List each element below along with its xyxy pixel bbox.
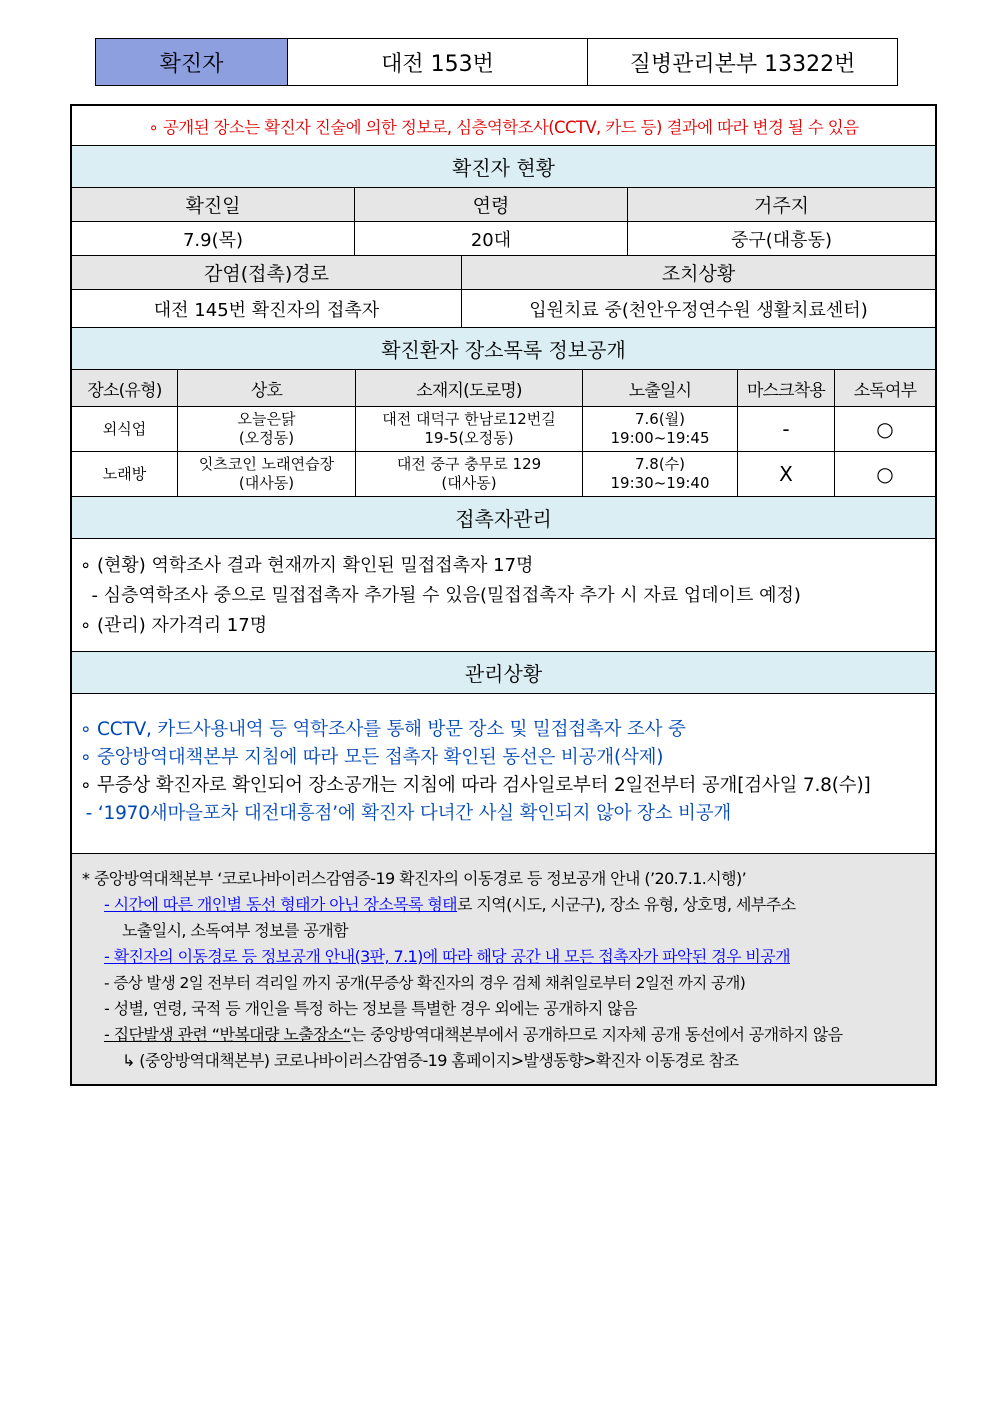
case-info-table [70, 104, 937, 1086]
management-body [72, 694, 935, 854]
table-row [72, 452, 935, 497]
management-line: - ‘1970새마을포차 대전대흥점’에 확진자 다녀간 사실 확인되지 않아 장소 비공개 [80, 803, 732, 824]
local-case-number: 대전 153번 [288, 39, 588, 85]
case-label: 확진자 [96, 39, 288, 85]
disinfection-status: ○ [876, 461, 894, 486]
place-type: 노래방 [72, 452, 178, 496]
guideline-title: * 중앙방역대책본부 ‘코로나바이러스감염증-19 확진자의 이동경로 등 정보공개 안내 (’20.7.1.시행)’ [82, 869, 747, 888]
confirm-date: 7.9(목) [72, 222, 355, 255]
management-section-title: 관리상황 [72, 652, 935, 694]
status-header-row [72, 188, 935, 222]
action-status-header: 조치상황 [661, 263, 736, 285]
guideline-line: - 집단발생 관련 “반복대량 노출장소“는 중앙방역대책본부에서 공개하므로 지자체 공개 동선에서 공개하지 않음 [104, 1025, 843, 1044]
place-type: 외식업 [72, 407, 178, 451]
age: 20대 [355, 222, 628, 255]
route-header-row [72, 256, 935, 290]
disclosure-guideline-box [72, 854, 935, 1084]
exposure-time: 7.8(수) 19:30~19:40 [583, 452, 738, 496]
route-value-row [72, 290, 935, 328]
management-line: ∘ CCTV, 카드사용내역 등 역학조사를 통해 방문 장소 및 밀접접촉자 조사 중 [80, 719, 686, 740]
residence: 중구(대흥동) [731, 229, 832, 251]
business-name: 잇츠코인 노래연습장 (대사동) [178, 452, 356, 496]
confirm-date-header: 확진일 [72, 188, 355, 221]
contacts-line: ∘ (현황) 역학조사 결과 현재까지 확인된 밀접접촉자 17명 [80, 555, 534, 576]
places-section-title: 확진환자 장소목록 정보공개 [72, 328, 935, 370]
contacts-line: - 심층역학조사 중으로 밀접접촉자 추가될 수 있음(밀접접촉자 추가 시 자료 업데이트 예정) [80, 585, 801, 606]
disinfection-status: ○ [876, 416, 894, 441]
exposure-time: 7.6(월) 19:00~19:45 [583, 407, 738, 451]
action-status: 입원치료 중(천안우정연수원 생활치료센터) [529, 299, 868, 321]
disclaimer-notice: ∘ 공개된 장소는 확진자 진술에 의한 정보로, 심층역학조사(CCTV, 카드 등) 결과에 따라 변경 될 수 있음 [72, 106, 935, 146]
guideline-line: - 성별, 연령, 국적 등 개인을 특정 하는 정보를 특별한 경우 외에는 공개하지 않음 [104, 999, 637, 1018]
residence-header: 거주지 [753, 195, 810, 217]
mask-status: - [738, 407, 835, 451]
address: 대전 중구 충무로 129 (대사동) [356, 452, 583, 496]
guideline-line: - 시간에 따른 개인별 동선 형태가 아닌 장소목록 형태로 지역(시도, 시군구), 장소 유형, 상호명, 세부주소 [104, 895, 796, 914]
guideline-line: - 증상 발생 2일 전부터 격리일 까지 공개(무증상 확진자의 경우 검체 채취일로부터 2일전 까지 공개) [104, 974, 746, 992]
case-header-table [95, 38, 898, 86]
col-mask: 마스크착용 [738, 370, 835, 406]
guideline-line: 노출일시, 소독여부 정보를 공개함 [122, 921, 348, 940]
col-exposure-time: 노출일시 [583, 370, 738, 406]
guideline-line: - 확진자의 이동경로 등 정보공개 안내(3판, 7.1)에 따라 해당 공간 내 모든 접촉자가 파악된 경우 비공개 [104, 947, 790, 966]
management-line: ∘ 무증상 확진자로 확인되어 장소공개는 지침에 따라 검사일로부터 2일전부터 공개[검사일 7.8(수)] [80, 775, 871, 796]
status-value-row [72, 222, 935, 256]
infection-route-header: 감염(접촉)경로 [72, 256, 462, 289]
col-business-name: 상호 [178, 370, 356, 406]
management-line: ∘ 중앙방역대책본부 지침에 따라 모든 접촉자 확인된 동선은 비공개(삭제) [80, 747, 664, 768]
kdca-case-number: 질병관리본부 13322번 [629, 51, 856, 77]
places-header-row [72, 370, 935, 407]
contacts-section-title: 접촉자관리 [72, 497, 935, 539]
contacts-line: ∘ (관리) 자가격리 17명 [80, 615, 268, 636]
contacts-body [72, 539, 935, 652]
guideline-reference: ↳ (중앙방역대책본부) 코로나바이러스감염증-19 홈페이지>발생동향>확진자 이동경로 참조 [122, 1051, 739, 1070]
col-place-type: 장소(유형) [72, 370, 178, 406]
business-name: 오늘은닭 (오정동) [178, 407, 356, 451]
address: 대전 대덕구 한남로12번길 19-5(오정동) [356, 407, 583, 451]
col-disinfection: 소독여부 [835, 370, 935, 406]
status-section-title: 확진자 현황 [72, 146, 935, 188]
table-row [72, 407, 935, 452]
col-address: 소재지(도로명) [356, 370, 583, 406]
age-header: 연령 [355, 188, 628, 221]
infection-route: 대전 145번 확진자의 접촉자 [72, 290, 462, 327]
mask-status: X [738, 452, 835, 496]
